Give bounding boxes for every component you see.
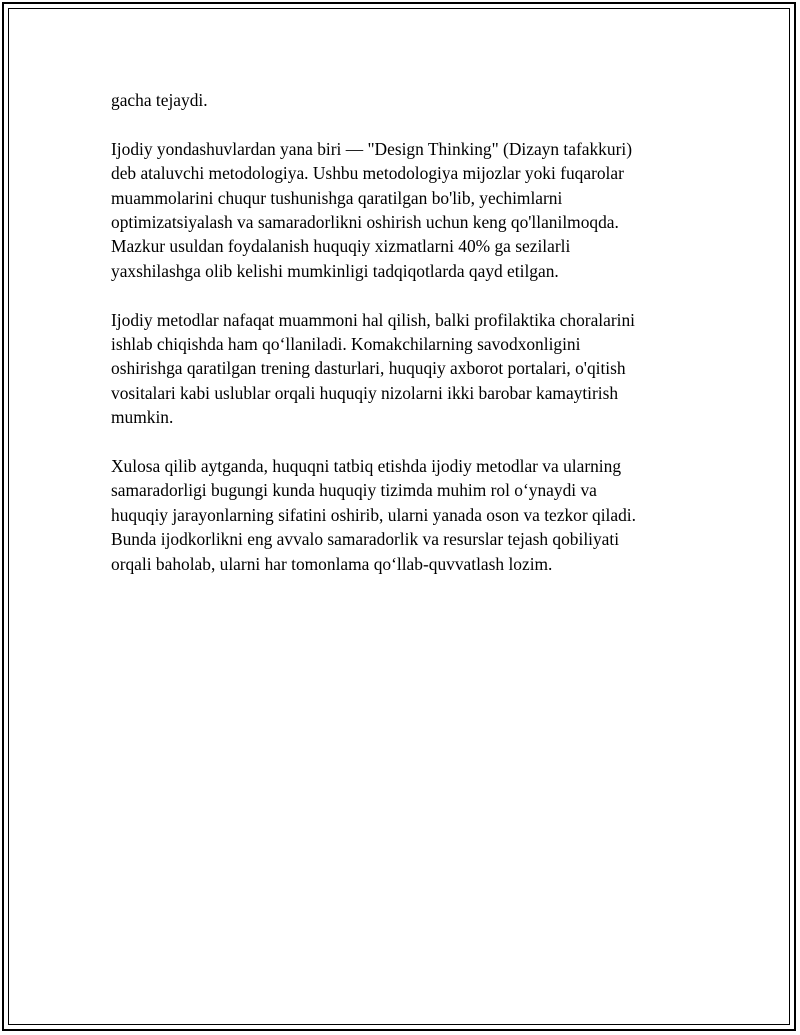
paragraph-design-thinking: Ijodiy yondashuvlardan yana biri — "Design Thinking" (Dizayn tafakkuri) deb ataluvchi metodologiya. Ushbu metodologiya mijozlar yoki fuqarolar muammolarini chuqur tushunishga qaratilgan bo'lib, yechimlarni optimizatsiyalash va samaradorlikni oshirish uchun keng qo'llanilmoqda. Mazkur usuldan foydalanish huquqiy xizmatlarni 40% ga sezilarli yaxshilashga olib kelishi mumkinligi tadqiqotlarda qayd etilgan.	[111, 138, 632, 281]
document-body	[111, 88, 691, 600]
paragraph-continuation: gacha tejaydi.	[111, 90, 208, 110]
paragraph-prevention: Ijodiy metodlar nafaqat muammoni hal qilish, balki profilaktika choralarini ishlab chiqishda ham qo‘llaniladi. Komakchilarning savodxonligini oshirishga qaratilgan trening dasturlari, huquqiy axborot portalari, o'qitish vositalari kabi uslublar orqali huquqiy nizolarni ikki barobar kamaytirish mumkin.	[111, 309, 635, 428]
paragraph-conclusion: Xulosa qilib aytganda, huquqni tatbiq etishda ijodiy metodlar va ularning samaradorligi bugungi kunda huquqiy tizimda muhim rol o‘ynaydi va huquqiy jarayonlarning sifatini oshirib, ularni yanada oson va tezkor qiladi. Bunda ijodkorlikni eng avvalo samaradorlik va resurslar tejash qobiliyati orqali baholab, ularni har tomonlama qo‘llab-quvvatlash lozim.	[111, 456, 636, 574]
